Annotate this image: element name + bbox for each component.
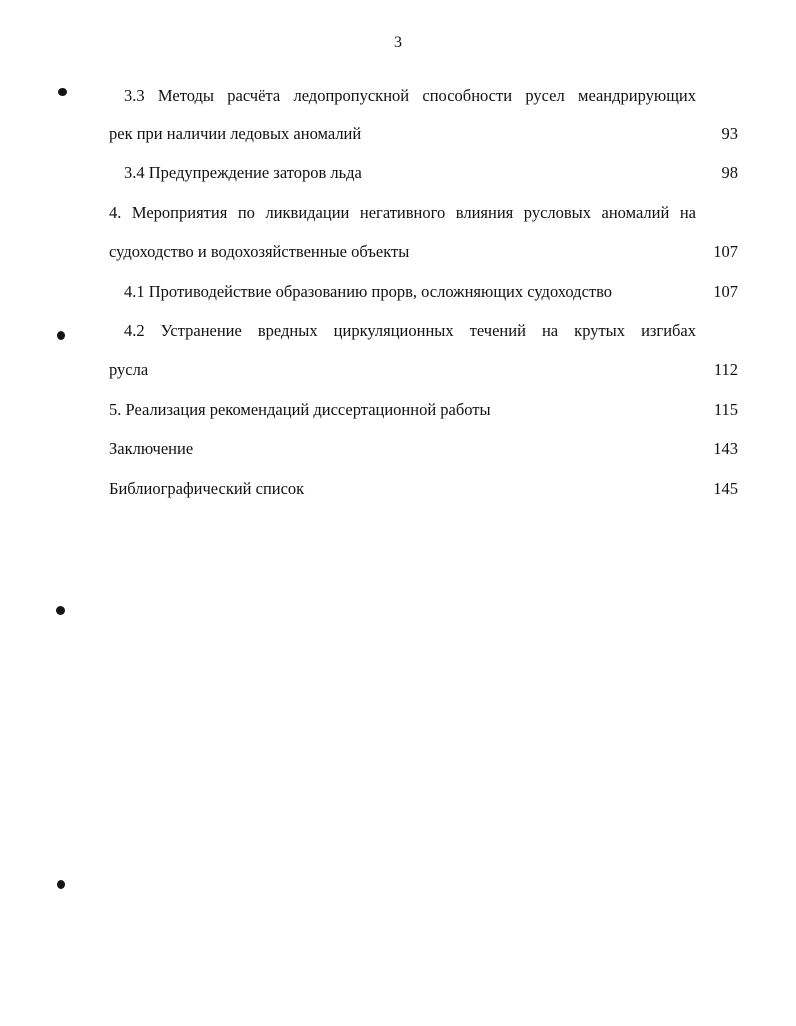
toc-entry-3-3-title-line1: 3.3 Методы расчёта ледопропускной способности русел меандрирующих bbox=[124, 86, 696, 105]
toc-entry-4-1-title: 4.1 Противодействие образованию прорв, осложняющих судоходство bbox=[124, 282, 613, 301]
toc-entry-5-title: 5. Реализация рекомендаций диссертационной работы bbox=[109, 400, 491, 419]
toc-entry-4-2-page: 112 bbox=[713, 360, 738, 379]
toc-entry-4-2-title-line1: 4.2 Устранение вредных циркуляционных течений на крутых изгибах bbox=[124, 321, 696, 340]
scan-speck bbox=[58, 88, 67, 96]
toc-entry-3-3-page: 93 bbox=[721, 124, 738, 143]
toc-entry-bibliography-page: 145 bbox=[713, 479, 738, 498]
toc-entry-4-title-line1: 4. Мероприятия по ликвидации негативного влияния русловых аномалий на bbox=[109, 203, 696, 222]
toc-entry-conclusion-title: Заключение bbox=[109, 439, 194, 458]
scan-speck bbox=[56, 606, 65, 615]
scan-speck bbox=[57, 880, 65, 889]
toc-entry-conclusion-page: 143 bbox=[713, 439, 738, 458]
toc-entry-4-2-title-line2: русла bbox=[109, 360, 149, 379]
toc-entry-4-page: 107 bbox=[713, 242, 738, 261]
toc-entry-4-1-page: 107 bbox=[713, 282, 738, 301]
toc-entry-4-title-line2: судоходство и водохозяйственные объекты bbox=[109, 242, 410, 261]
toc-entry-3-3-title-line2: рек при наличии ледовых аномалий bbox=[109, 124, 362, 143]
page-number: 3 bbox=[394, 34, 402, 51]
toc-entry-bibliography-title: Библиографический список bbox=[109, 479, 305, 498]
scan-speck bbox=[57, 331, 65, 340]
toc-entry-5-page: 115 bbox=[713, 400, 738, 419]
toc-entry-3-4-page: 98 bbox=[721, 163, 738, 182]
toc-entry-3-4-title: 3.4 Предупреждение заторов льда bbox=[124, 163, 362, 182]
